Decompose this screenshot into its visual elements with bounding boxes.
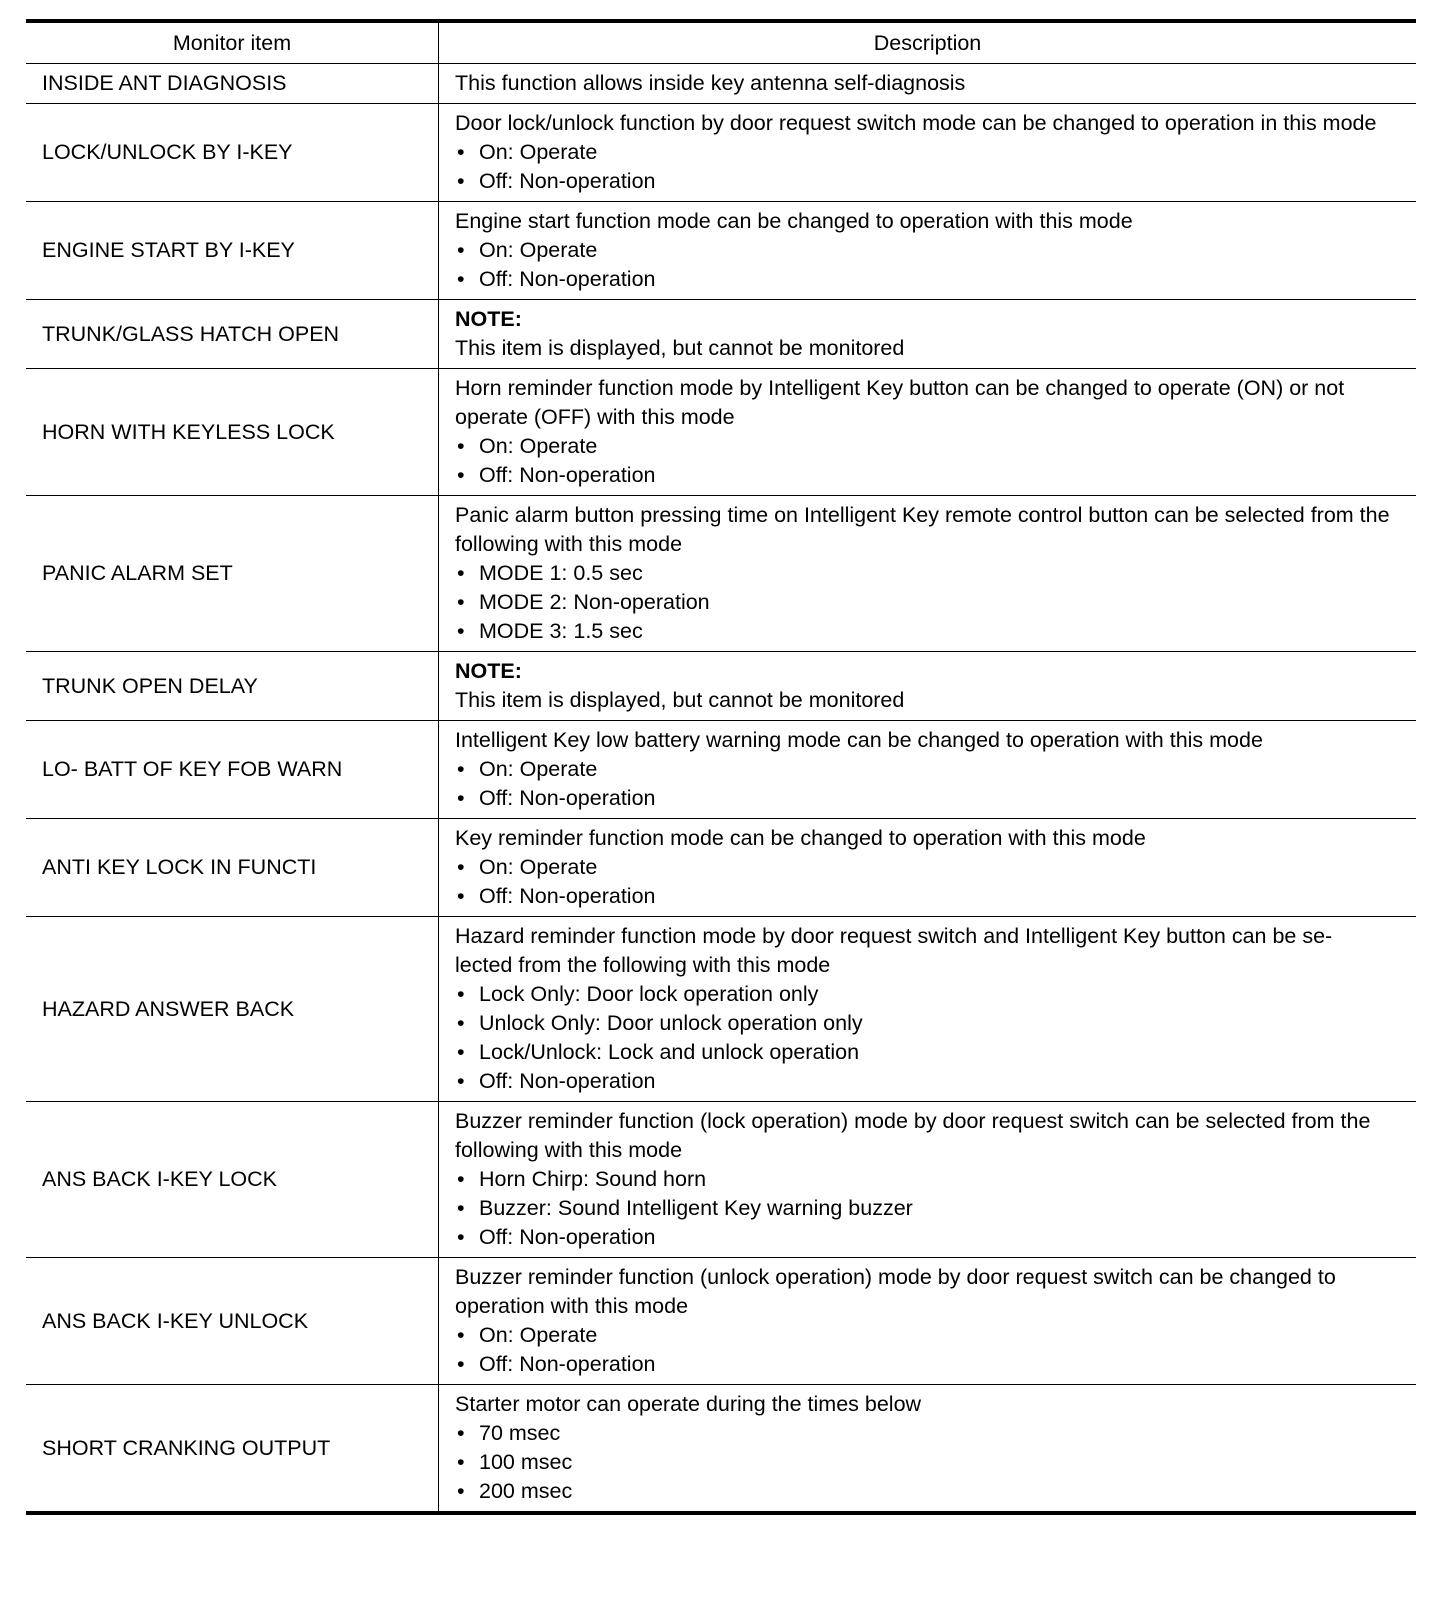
table-row-11 — [26, 1102, 1416, 1258]
description-cell — [439, 104, 1417, 202]
description-text: Engine start function mode can be changed to operation with this mode — [455, 209, 1133, 233]
description-text: Door lock/unlock function by door request switch mode can be changed to operation in this mode — [455, 111, 1377, 135]
table-row-3 — [26, 202, 1416, 300]
option-list-item: • Off: Non-operation — [455, 1067, 1402, 1096]
header-monitor-item: Monitor item — [26, 21, 439, 64]
table-row-13 — [26, 1385, 1416, 1514]
option-list-item: • On: Operate — [455, 755, 1402, 784]
option-list — [455, 980, 1402, 1096]
option-list-item: • MODE 3: 1.5 sec — [455, 617, 1402, 646]
description-text: Horn reminder function mode by Intelligent Key button can be changed to operate (ON) or not operate (OFF) with this mode — [455, 376, 1345, 429]
description-cell — [439, 64, 1417, 104]
option-list-item: • On: Operate — [455, 236, 1402, 265]
option-list-item: • Off: Non-operation — [455, 784, 1402, 813]
monitor-item-cell: ANTI KEY LOCK IN FUNCTI — [26, 819, 439, 917]
option-list — [455, 1321, 1402, 1379]
table-row-1 — [26, 64, 1416, 104]
option-list — [455, 236, 1402, 294]
description-cell — [439, 300, 1417, 369]
table-row-5 — [26, 369, 1416, 496]
option-list-item: • 70 msec — [455, 1419, 1402, 1448]
description-text: Starter motor can operate during the times below — [455, 1392, 922, 1416]
option-list-item: • Unlock Only: Door unlock operation only — [455, 1009, 1402, 1038]
option-list — [455, 138, 1402, 196]
option-list-item: • 100 msec — [455, 1448, 1402, 1477]
note-label: NOTE: — [455, 659, 522, 683]
table-row-6 — [26, 496, 1416, 652]
option-list-item: • Off: Non-operation — [455, 1223, 1402, 1252]
option-list — [455, 559, 1402, 646]
table-row-9 — [26, 819, 1416, 917]
description-cell — [439, 819, 1417, 917]
option-list-item: • Off: Non-operation — [455, 882, 1402, 911]
description-text: Buzzer reminder function (lock operation) mode by door request switch can be selected from the following with this mode — [455, 1109, 1371, 1162]
monitor-item-cell: SHORT CRANKING OUTPUT — [26, 1385, 439, 1514]
description-cell — [439, 1102, 1417, 1258]
monitor-item-cell: INSIDE ANT DIAGNOSIS — [26, 64, 439, 104]
option-list-item: • On: Operate — [455, 1321, 1402, 1350]
description-text: lected from the following with this mode — [455, 953, 831, 977]
option-list-item: • MODE 1: 0.5 sec — [455, 559, 1402, 588]
monitor-item-cell: HORN WITH KEYLESS LOCK — [26, 369, 439, 496]
option-list — [455, 432, 1402, 490]
option-list — [455, 1165, 1402, 1252]
description-text: Buzzer reminder function (unlock operation) mode by door request switch can be changed to operation with this mode — [455, 1265, 1336, 1318]
description-text: Hazard reminder function mode by door request switch and Intelligent Key button can be se- — [455, 924, 1333, 948]
description-cell — [439, 721, 1417, 819]
description-text: This function allows inside key antenna self-diagnosis — [455, 71, 966, 95]
option-list-item: • Lock/Unlock: Lock and unlock operation — [455, 1038, 1402, 1067]
table-body — [26, 64, 1416, 1514]
monitor-item-cell: ENGINE START BY I-KEY — [26, 202, 439, 300]
description-text: Key reminder function mode can be changed to operation with this mode — [455, 826, 1146, 850]
monitor-item-cell: LOCK/UNLOCK BY I-KEY — [26, 104, 439, 202]
monitor-item-cell: HAZARD ANSWER BACK — [26, 917, 439, 1102]
description-text: This item is displayed, but cannot be monitored — [455, 336, 905, 360]
option-list-item: • MODE 2: Non-operation — [455, 588, 1402, 617]
table-row-8 — [26, 721, 1416, 819]
option-list-item: • Buzzer: Sound Intelligent Key warning buzzer — [455, 1194, 1402, 1223]
monitor-item-cell: LO- BATT OF KEY FOB WARN — [26, 721, 439, 819]
option-list-item: • Off: Non-operation — [455, 167, 1402, 196]
monitor-item-cell: ANS BACK I-KEY LOCK — [26, 1102, 439, 1258]
monitor-item-table — [26, 19, 1416, 1515]
option-list-item: • Horn Chirp: Sound horn — [455, 1165, 1402, 1194]
table-row-7 — [26, 652, 1416, 721]
monitor-item-cell: TRUNK OPEN DELAY — [26, 652, 439, 721]
note-label: NOTE: — [455, 307, 522, 331]
description-cell — [439, 1258, 1417, 1385]
monitor-item-cell: TRUNK/GLASS HATCH OPEN — [26, 300, 439, 369]
option-list-item: • 200 msec — [455, 1477, 1402, 1506]
option-list-item: • On: Operate — [455, 853, 1402, 882]
monitor-item-cell: ANS BACK I-KEY UNLOCK — [26, 1258, 439, 1385]
header-description: Description — [439, 21, 1417, 64]
description-cell — [439, 917, 1417, 1102]
table-row-2 — [26, 104, 1416, 202]
description-text: Panic alarm button pressing time on Intelligent Key remote control button can be selected from the following with this mode — [455, 503, 1390, 556]
description-cell — [439, 652, 1417, 721]
description-cell — [439, 202, 1417, 300]
description-cell — [439, 496, 1417, 652]
table-row-12 — [26, 1258, 1416, 1385]
option-list — [455, 853, 1402, 911]
table-row-4 — [26, 300, 1416, 369]
description-text: This item is displayed, but cannot be monitored — [455, 688, 905, 712]
option-list — [455, 755, 1402, 813]
option-list-item: • Lock Only: Door lock operation only — [455, 980, 1402, 1009]
option-list — [455, 1419, 1402, 1506]
option-list-item: • Off: Non-operation — [455, 265, 1402, 294]
description-cell — [439, 369, 1417, 496]
option-list-item: • On: Operate — [455, 138, 1402, 167]
option-list-item: • Off: Non-operation — [455, 461, 1402, 490]
monitor-item-cell: PANIC ALARM SET — [26, 496, 439, 652]
table-row-10 — [26, 917, 1416, 1102]
description-text: Intelligent Key low battery warning mode can be changed to operation with this mode — [455, 728, 1263, 752]
option-list-item: • On: Operate — [455, 432, 1402, 461]
header-row — [26, 21, 1416, 64]
description-cell — [439, 1385, 1417, 1514]
table-header — [26, 21, 1416, 64]
option-list-item: • Off: Non-operation — [455, 1350, 1402, 1379]
